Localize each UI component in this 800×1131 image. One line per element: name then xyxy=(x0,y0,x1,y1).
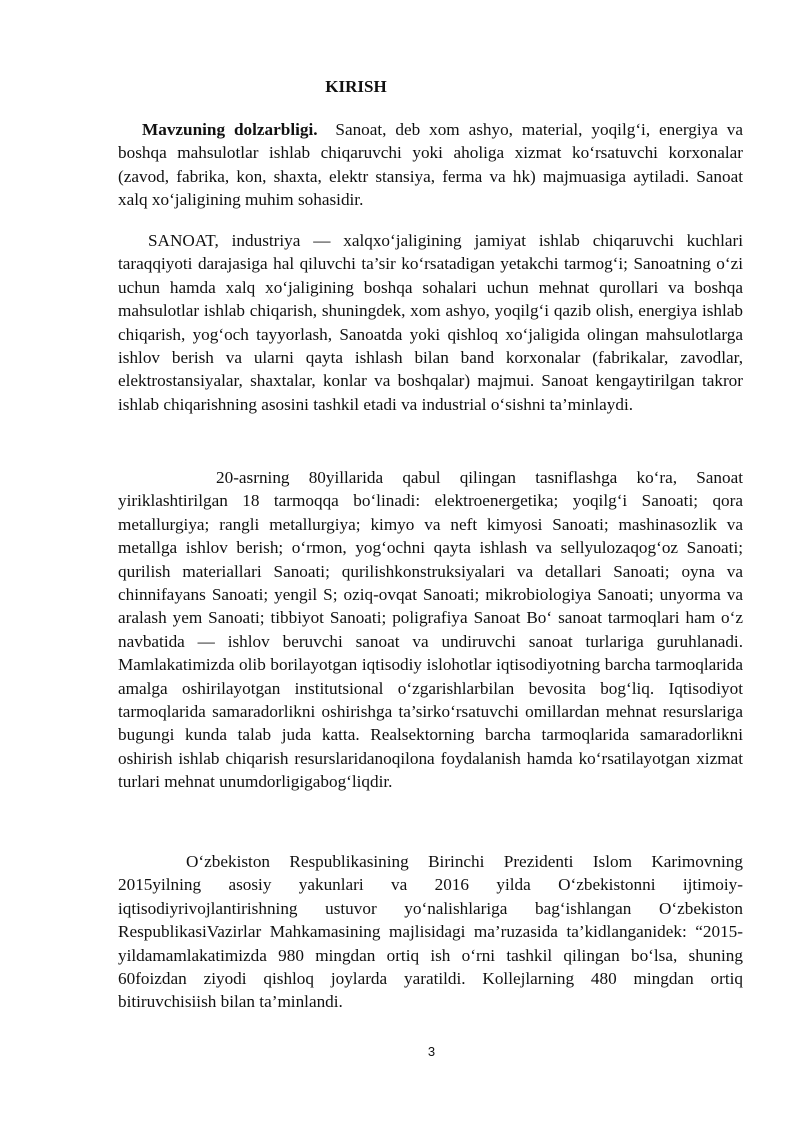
page-number: 3 xyxy=(427,1044,436,1059)
paragraph-president-report: O‘zbekiston Respublikasining Birinchi Prezidenti Islom Karimovning 2015yilning asosiy yakunlari va 2016 yilda O‘zbekistonni ijtimoiy-iqtisodiyrivojlantirishning ustuvor yo‘nalishlariga bag‘ishlangan O‘zbekiston RespublikasiVazirlar Mahkamasining majlisidagi ma’ruzasida ta’kidlanganidek: “2015-yildamamlakatimizda 980 mingdan ortiq ish o‘rni tashkil qilingan bo‘lsa, shuning 60foizdan ziyodi qishloq joylarda yaratildi. Kollejlarning 480 mingdan ortiq bitiruvchisiish bilan ta’minlandi. xyxy=(118,852,743,1012)
paragraph-relevance xyxy=(118,118,743,212)
section-title: KIRISH xyxy=(325,77,387,96)
paragraph-lead: Mavzuning dolzarbligi. xyxy=(142,120,318,139)
paragraph-industry-classification: 20-asrning 80yillarida qabul qilingan tasniflashga ko‘ra, Sanoat yiriklashtirilgan 18 tarmoqqa bo‘linadi: elektroenergetika; yoqilg‘i Sanoati; qora metallurgiya; rangli metallurgiya; kimyo va neft kimyosi Sanoati; mashinasozlik va metallga ishlov berish; o‘rmon, yog‘ochni qayta ishlash va sellyulozaqog‘oz Sanoati; qurilish materiallari Sanoati; qurilishkonstruksiyalari va detallari Sanoati; oyna va chinnifayans Sanoati; yengil S; oziq-ovqat Sanoati; mikrobiologiya Sanoati; unyorma va aralash yem Sanoati; tibbiyot Sanoati; poligrafiya Sanoat Bo‘ sanoat tarmoqlari ham o‘z navbatida — ishlov beruvchi sanoat va undiruvchi sanoat turlariga guruhlanadi. Mamlakatimizda olib borilayotgan iqtisodiy islohotlar iqtisodiyotning barcha tarmoqlarida amalga oshirilayotgan institutsional o‘zgarishlarbilan bevosita bog‘liq. Iqtisodiyot tarmoqlarida samaradorlikni oshirishga ta’sirko‘rsatuvchi omillardan mehnat resurslariga bugungi kunda talab juda katta. Realsektorning barcha tarmoqlarida samaradorlikni oshirish ishlab chiqarish resurslaridanoqilona foydalanish hamda ko‘rsatilayotgan xizmat turlari mehnat unumdorligigabog‘liqdir. xyxy=(118,468,743,792)
paragraph-text: Sanoat, deb xom ashyo, material, yoqilg‘i, energiya va boshqa mahsulotlar ishlab chiqaruvchi yoki aholiga xizmat ko‘rsatuvchi korxonalar (zavod, fabrika, kon, shaxta, elektr stansiya, ferma va hk) majmuasiga aytiladi. Sanoat xalq xo‘jaligining muhim sohasidir. xyxy=(118,120,744,210)
paragraph-industry-definition: SANOAT, industriya — xalqxo‘jaligining jamiyat ishlab chiqaruvchi kuchlari taraqqiyoti darajasiga hal qiluvchi ta’sir ko‘rsatadigan yetakchi tarmog‘i; Sanoatning o‘zi uchun hamda xalq xo‘jaligining boshqa sohalari uchun mehnat qurollari va boshqa mahsulotlar ishlab chiqarish, shuningdek, xom ashyo, yoqilg‘i qazib olish, energiya ishlab chiqarish, yog‘och tayyorlash, Sanoatda yoki qishloq xo‘jaligida olingan mahsulotlarga ishlov berish va ularni qayta ishlash bilan band korxonalar (fabrikalar, zavodlar, elektrostansiyalar, shaxtalar, konlar va boshqalar) majmui. Sanoat kengaytirilgan takror ishlab chiqarishning asosini tashkil etadi va industrial o‘sishni ta’minlaydi. xyxy=(118,231,743,414)
